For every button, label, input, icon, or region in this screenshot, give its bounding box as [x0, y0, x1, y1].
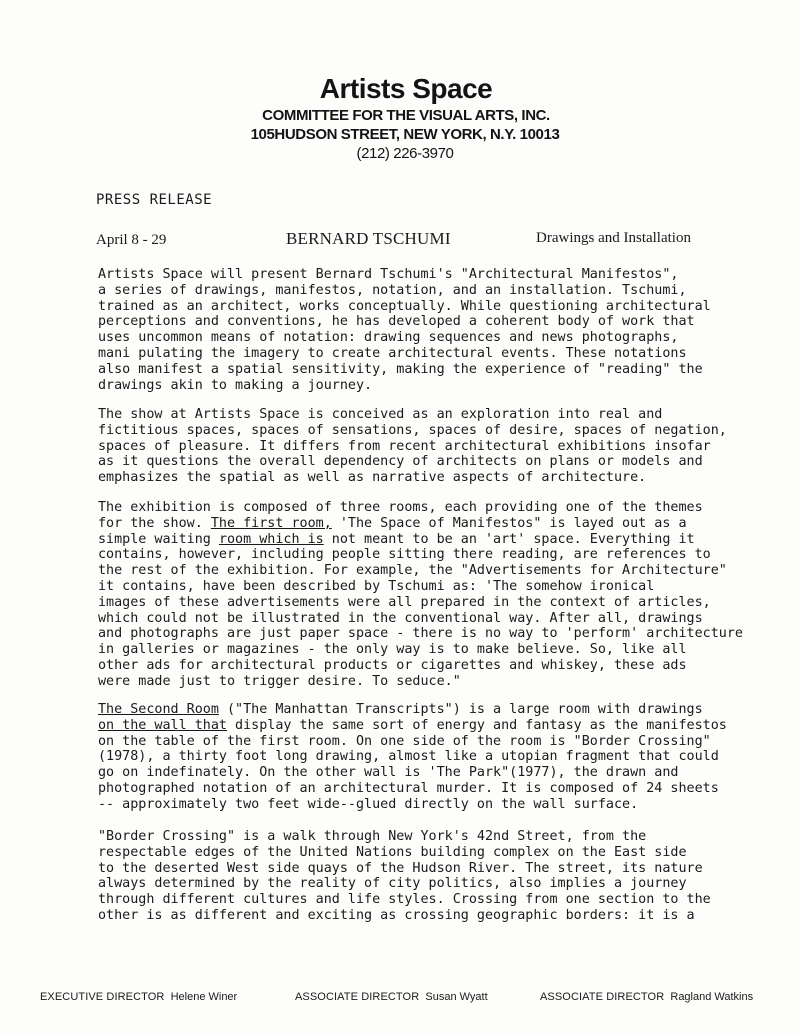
letterhead	[0, 72, 800, 163]
paragraph-intro-text: Artists Space will present Bernard Tschumi's "Architectural Manifestos", a series of drawings, manifestos, notation, and an installation. Tschumi, trained as an architect, works conceptually. While questioning architectural perceptions and conventions, he has developed a coherent body of work that uses uncommon means of notation: drawing sequences and news photographs, mani pulating the imagery to create architectural events. These notations also manifest a spatial sensitivity, making the experience of "reading" the drawings akin to making a journey.	[98, 267, 711, 393]
executive-director	[40, 991, 237, 1003]
paragraph-intro	[98, 267, 758, 393]
on-the-wall-underlined: on the wall that	[98, 717, 227, 733]
paragraph-second-room-text	[98, 702, 758, 813]
room-which-is-underlined: room which is	[218, 531, 324, 547]
associate-director-1	[295, 991, 488, 1003]
executive-director-name: Helene Winer	[170, 991, 238, 1003]
rooms-text-c: not meant to be an 'art' space. Everything it contains, however, including people sitting there reading, are references to the rest of the exhibition. For example, the "Advertisements for Architecture" it contains, have been described by Tschumi as: 'The somehow ironical images of these advertisements were all prepared in the context of articles, which could not be illustrated in the conventional way. After all, drawings and photographs are just paper space - there is no way to 'perform' architecture in galleries or magazines - the only way is to make believe. So, like all other ads for architectural products or cigarettes and whiskey, these ads were made just to trigger desire. To seduce."	[98, 531, 743, 689]
phone-line: (212) 226-3970	[356, 145, 454, 162]
paragraph-concept-text: The show at Artists Space is conceived as an exploration into real and fictitious spaces, spaces of sensations, spaces of desire, spaces of negation, spaces of pleasure. It differs from recent architectural exhibitions insofar as it questions the overall dependency of architects on plans or models and emphasizes the spatial as well as narrative aspects of architecture.	[98, 407, 727, 486]
exhibition-subject: Drawings and Installation	[536, 230, 691, 246]
paragraph-border-crossing-text: "Border Crossing" is a walk through New York's 42nd Street, from the respectable edges of the United Nations building complex on the East side to the deserted West side quays of the Hudson River. The street, its nature always determined by the reality of city politics, also implies a journey through different cultures and life styles. Crossing from one section to the other is as different and exciting as crossing geographic borders: it is a	[98, 829, 711, 923]
associate-director-1-name: Susan Wyatt	[425, 991, 488, 1003]
artist-name: BERNARD TSCHUMI	[286, 229, 451, 248]
rooms-text-b: 'The Space of Manifestos" is layed out as a simple waiting	[98, 515, 687, 547]
associate-director-2	[540, 991, 753, 1003]
exhibition-dates: April 8 - 29	[96, 232, 167, 248]
second-room-text-b: display the same sort of energy and fantasy as the manifestos on the table of the first room. On one side of the room is "Border Crossing" (1978), a thirty foot long drawing, almost like a utopian fragment that could go on indefinately. On the other wall is 'The Park"(1977), the drawn and photographed notation of an architectural murder. It is composed of 24 sheets -- approximately two feet wide--glued directly on the wall surface.	[98, 717, 727, 812]
executive-director-role: EXECUTIVE DIRECTOR	[40, 991, 165, 1003]
paragraph-border-crossing	[98, 829, 758, 924]
second-room-text-a: ("The Manhattan Transcripts") is a large room with drawings	[226, 702, 703, 717]
committee-line: COMMITTEE FOR THE VISUAL ARTS, INC.	[262, 107, 550, 124]
address-line: 105HUDSON STREET, NEW YORK, N.Y. 10013	[250, 126, 560, 143]
paragraph-concept	[98, 407, 758, 486]
footer-directors	[0, 991, 800, 1007]
associate-director-1-role: ASSOCIATE DIRECTOR	[295, 991, 420, 1003]
organization-name: Artists Space	[319, 73, 493, 104]
press-release-label: PRESS RELEASE	[96, 192, 213, 208]
rooms-text-a: The exhibition is composed of three rooms, each providing one of the themes for the show.	[98, 500, 703, 531]
first-room-underlined: The first room,	[210, 515, 332, 531]
second-room-underlined: The Second Room	[98, 702, 219, 717]
paragraph-rooms	[98, 500, 758, 690]
paragraph-second-room	[98, 702, 758, 813]
paragraph-rooms-text	[98, 500, 758, 690]
associate-director-2-name: Ragland Watkins	[670, 991, 754, 1003]
associate-director-2-role: ASSOCIATE DIRECTOR	[540, 991, 665, 1003]
